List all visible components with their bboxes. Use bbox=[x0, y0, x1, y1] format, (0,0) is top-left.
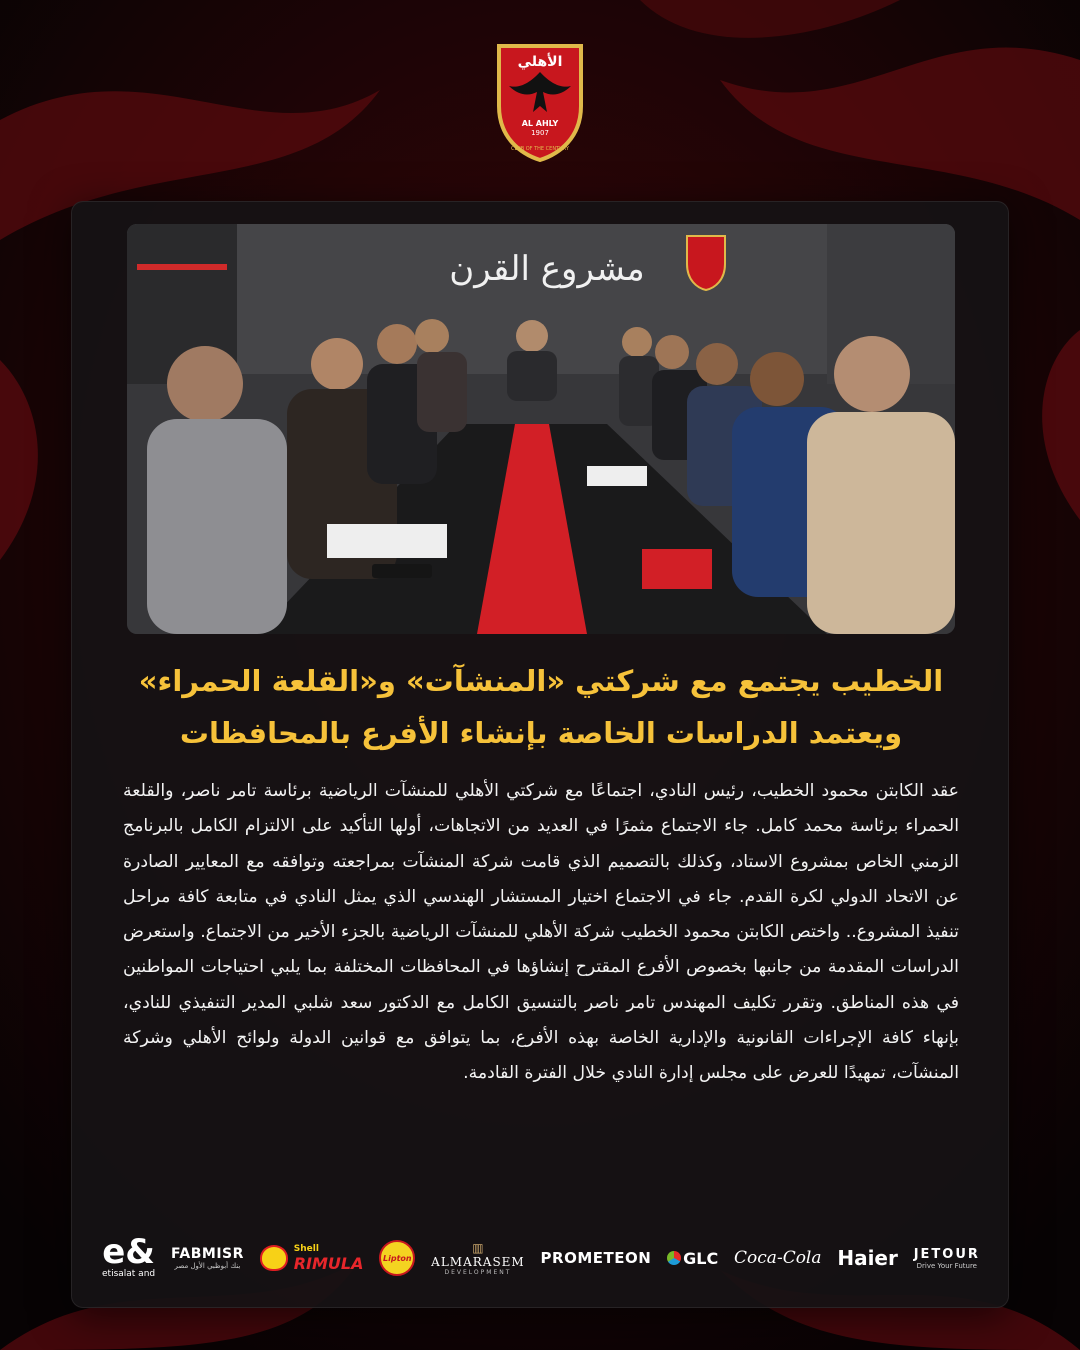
sponsor-jetour bbox=[914, 1247, 980, 1270]
sponsor-prometeon bbox=[541, 1249, 652, 1267]
sponsor-strip bbox=[102, 1234, 980, 1282]
logo-year-text: 1907 bbox=[531, 129, 549, 137]
meeting-photo bbox=[127, 224, 955, 634]
sponsor-almarasem bbox=[431, 1241, 525, 1276]
jetour-name: JETOUR bbox=[913, 1246, 980, 1262]
jetour-slogan: Drive Your Future bbox=[916, 1261, 977, 1270]
sponsor-cocacola bbox=[734, 1248, 821, 1268]
shell-top-text: Shell bbox=[293, 1243, 319, 1254]
lipton-logo: Lipton bbox=[379, 1240, 415, 1276]
haier-name: Haier bbox=[837, 1246, 898, 1270]
almarasem-icon: ▥ bbox=[472, 1240, 484, 1255]
article-body: عقد الكابتن محمود الخطيب، رئيس النادي، اجتماعًا مع شركتي الأهلي للمنشآت الرياضية برئاسة تامر ناصر، والقلعة الحمراء برئاسة محمد كامل. جاء الاجتماع مثمرًا في العديد من الاتجاهات، أولها التأكيد على الالتزام الكامل بالبرنامج الزمني الخاص بمشروع الاستاد، وكذلك بالتصميم الذي قامت شركة المنشآت بمراجعته وتوافقه مع المعايير الصادرة عن الاتحاد الدولي لكرة القدم. جاء في الاجتماع اختيار المستشار الهندسي الذي يمثل النادي في متابعة كافة مراحل تنفيذ المشروع.. واختص الكابتن محمود الخطيب شركة الأهلي للمنشآت الرياضية بالجزء الأخير من الاجتماع. واستعرض الدراسات المقدمة من جانبها بخصوص الأفرع المقترح إنشاؤها في المحافظات المختلفة بما يلبي احتياجات المواطنين في هذه المناطق. وتقرر تكليف المهندس تامر ناصر بالتنسيق الكامل مع الدكتور سعد شلبي المدير التنفيذي للنادي، بإنهاء كافة الإجراءات القانونية والإدارية الخاصة بهذه الأفرع، بما يتوافق مع قوانين الدولة ولوائح الأهلي وشركة المنشآت، تمهيدًا للعرض على مجلس إدارة النادي خلال الفترة القادمة. bbox=[123, 781, 959, 1084]
logo-arabic-text: الأهلي bbox=[517, 54, 563, 70]
shell-rimula-text: RIMULA bbox=[293, 1253, 364, 1273]
almarasem-name: ALMARASEM bbox=[431, 1254, 525, 1269]
fab-name: FABMISR bbox=[170, 1246, 244, 1262]
article-headline bbox=[107, 655, 975, 759]
headline-line-1: الخطيب يجتمع مع شركتي «المنشآت» و«القلعة الحمراء» bbox=[138, 664, 944, 698]
wall-sign-text: مشروع القرن bbox=[449, 249, 645, 289]
club-logo bbox=[493, 42, 587, 162]
logo-name-text: AL AHLY bbox=[521, 119, 559, 128]
shell-icon bbox=[260, 1245, 288, 1271]
glc-icon bbox=[667, 1251, 681, 1265]
prometeon-name: PROMETEON bbox=[540, 1249, 652, 1267]
sponsor-etisalat bbox=[102, 1232, 156, 1279]
sponsor-glc bbox=[667, 1249, 718, 1268]
sponsor-haier bbox=[837, 1246, 898, 1270]
etisalat-logo-glyph: e& bbox=[102, 1232, 155, 1272]
fab-subtitle: بنك أبوظبي الأول مصر bbox=[174, 1262, 241, 1270]
news-card bbox=[71, 201, 1009, 1308]
almarasem-sub: DEVELOPMENT bbox=[444, 1268, 512, 1276]
etisalat-name: etisalat and bbox=[102, 1269, 156, 1279]
sponsor-lipton bbox=[379, 1240, 415, 1276]
glc-name: GLC bbox=[683, 1248, 719, 1268]
logo-motto-text: CLUB OF THE CENTURY bbox=[511, 146, 569, 152]
sponsor-fabmisr bbox=[171, 1246, 244, 1270]
headline-line-2: ويعتمد الدراسات الخاصة بإنشاء الأفرع بالمحافظات bbox=[179, 716, 903, 750]
sponsor-shell-rimula bbox=[260, 1244, 364, 1273]
cocacola-name: Coca-Cola bbox=[734, 1248, 822, 1268]
